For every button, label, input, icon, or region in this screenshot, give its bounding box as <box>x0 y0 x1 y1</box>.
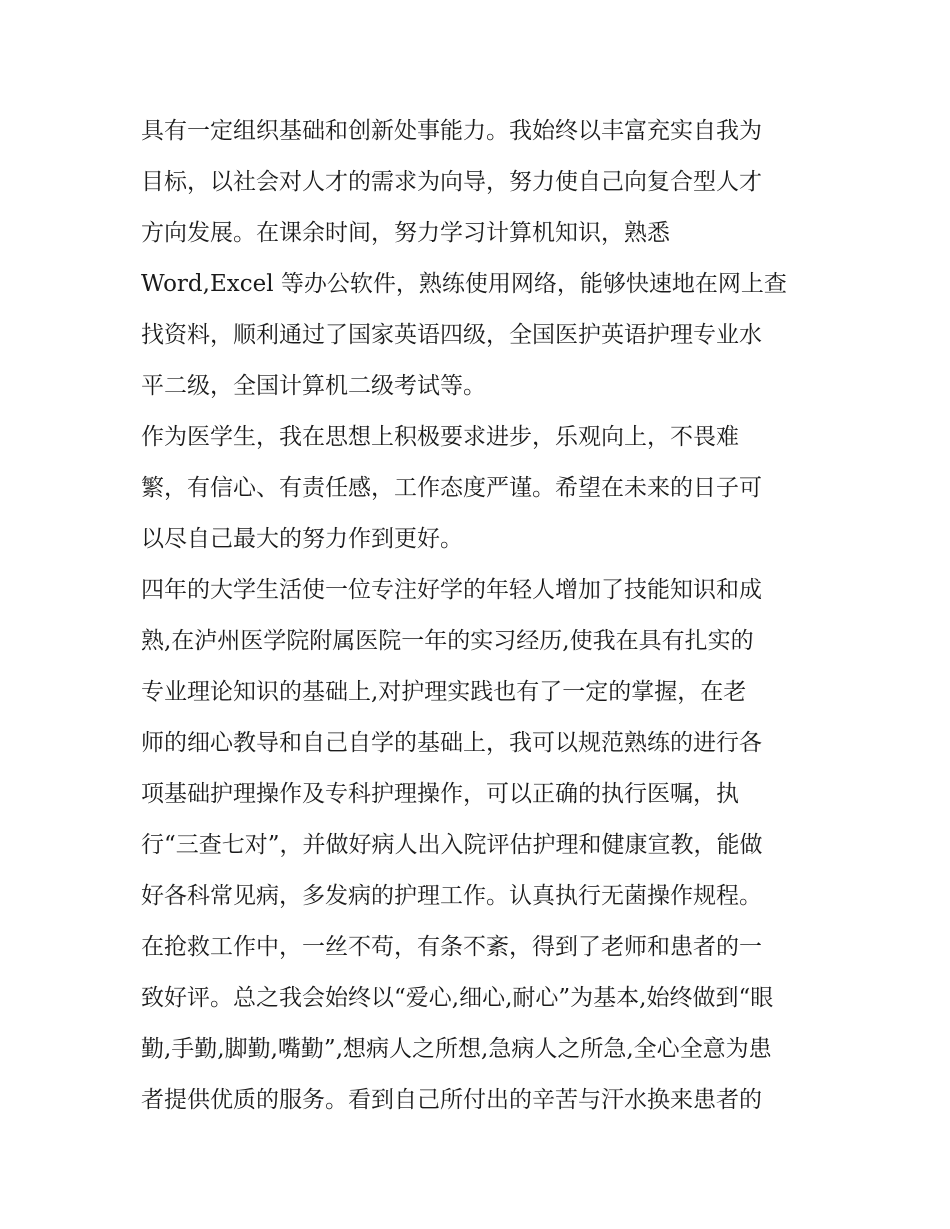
text-line: 平二级，全国计算机二级考试等。 <box>141 373 486 399</box>
text-line: 在抢救工作中，一丝不苟，有条不紊，得到了老师和患者的一 <box>141 934 762 960</box>
text-line: 行“三查七对”，并做好病人出入院评估护理和健康宣教，能做 <box>141 832 763 858</box>
text-line: 方向发展。在课余时间，努力学习计算机知识，熟悉 <box>141 220 670 246</box>
text-line: 项基础护理操作及专科护理操作，可以正确的执行医嘱，执 <box>141 781 739 807</box>
body-text <box>141 106 831 1126</box>
text-line: 以尽自己最大的努力作到更好。 <box>141 526 463 552</box>
text-line: 好各科常见病，多发病的护理工作。认真执行无菌操作规程。 <box>141 883 762 909</box>
text-line: 四年的大学生活使一位专注好学的年轻人增加了技能知识和成 <box>141 577 762 603</box>
text-line: Word,Excel 等办公软件，熟练使用网络，能够快速地在网上查 <box>141 271 787 297</box>
text-line: 勤,手勤,脚勤,嘴勤”,想病人之所想,急病人之所急,全心全意为患 <box>141 1036 772 1062</box>
text-line: 找资料，顺利通过了国家英语四级，全国医护英语护理专业水 <box>141 322 762 348</box>
text-line: 师的细心教导和自己自学的基础上，我可以规范熟练的进行各 <box>141 730 762 756</box>
text-line: 作为医学生，我在思想上积极要求进步，乐观向上，不畏难 <box>141 424 739 450</box>
text-line: 繁，有信心、有责任感，工作态度严谨。希望在未来的日子可 <box>141 475 762 501</box>
text-line: 致好评。总之我会始终以“爱心,细心,耐心”为基本,始终做到“眼 <box>141 985 774 1011</box>
text-line: 熟,在泸州医学院附属医院一年的实习经历,使我在具有扎实的 <box>141 628 754 654</box>
text-line: 目标，以社会对人才的需求为向导，努力使自己向复合型人才 <box>141 169 762 195</box>
text-line: 者提供优质的服务。看到自己所付出的辛苦与汗水换来患者的 <box>141 1087 762 1113</box>
text-line: 专业理论知识的基础上,对护理实践也有了一定的掌握，在老 <box>141 679 747 705</box>
text-line: 具有一定组织基础和创新处事能力。我始终以丰富充实自我为 <box>141 118 762 144</box>
